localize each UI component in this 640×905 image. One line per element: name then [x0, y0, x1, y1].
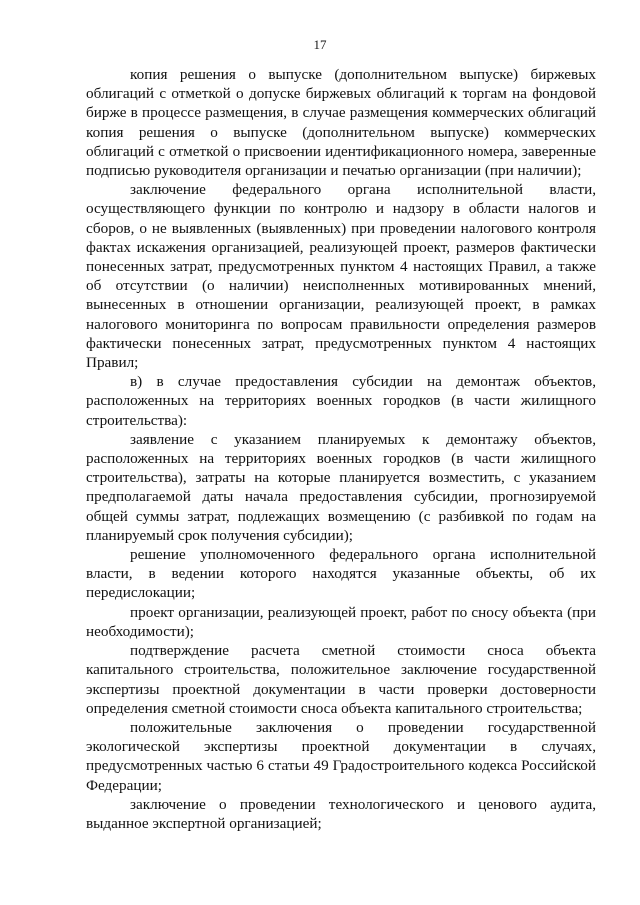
- document-body: [86, 65, 596, 833]
- paragraph-technology-price-audit: заключение о проведении технологического и ценового аудита, выданное экспертной организацией;: [86, 795, 596, 832]
- paragraph-demolition-project: проект организации, реализующей проект, работ по сносу объекта (при необходимости);: [86, 603, 596, 640]
- paragraph-relocation-decision: решение уполномоченного федерального органа исполнительной власти, в ведении которого находятся указанные объекты, об их передислокации;: [86, 546, 596, 602]
- page-number: 17: [313, 37, 327, 52]
- paragraph-cost-estimate-confirmation: подтверждение расчета сметной стоимости сноса объекта капитального строительства, положительное заключение государственной экспертизы проектной документации в части проверки достоверности определения сметной стоимости сноса объекта капитального строительства;: [86, 642, 596, 717]
- paragraph-dismantling-subsidy-case: в) в случае предоставления субсидии на демонтаж объектов, расположенных на территориях военных городков (в части жилищного строительства):: [86, 373, 596, 429]
- paragraph-dismantling-application: заявление с указанием планируемых к демонтажу объектов, расположенных на территориях военных городков (в части жилищного строительства), затраты на которые планируется возместить, с указанием предполагаемой даты начала предоставления субсидии, прогнозируемой общей суммы затрат, подлежащих возмещению (с разбивкой по годам на планируемый срок получения субсидии);: [86, 430, 596, 544]
- paragraph-ecological-expertise: положительные заключения о проведении государственной экологической экспертизы проектной документации в случаях, предусмотренных частью 6 статьи 49 Градостроительного кодекса Российской Федерации;: [86, 718, 596, 794]
- paragraph-tax-authority-conclusion: заключение федерального органа исполнительной власти, осуществляющего функции по контролю и надзору в области налогов и сборов, о не выявленных (выявленных) при проведении налогового контроля фактах искажения организацией, реализующей проект, размеров фактически понесенных затрат, предусмотренных пунктом 4 настоящих Правил, а также об отсутствии (о наличии) неисполненных мотивированных мнений, вынесенных в отношении организации, реализующей проект, в рамках налогового мониторинга по вопросам правильности определения размеров фактически понесенных затрат, предусмотренных пунктом 4 настоящих Правил;: [86, 181, 596, 372]
- paragraph-exchange-bonds-copy: копия решения о выпуске (дополнительном выпуске) биржевых облигаций с отметкой о допуске биржевых облигаций к торгам на фондовой бирже в процессе размещения, в случае размещения коммерческих облигаций копия решения о выпуске (дополнительном выпуске) коммерческих облигаций с отметкой о присвоении идентификационного номера, заверенные подписью руководителя организации и печатью организации (при наличии);: [86, 66, 596, 180]
